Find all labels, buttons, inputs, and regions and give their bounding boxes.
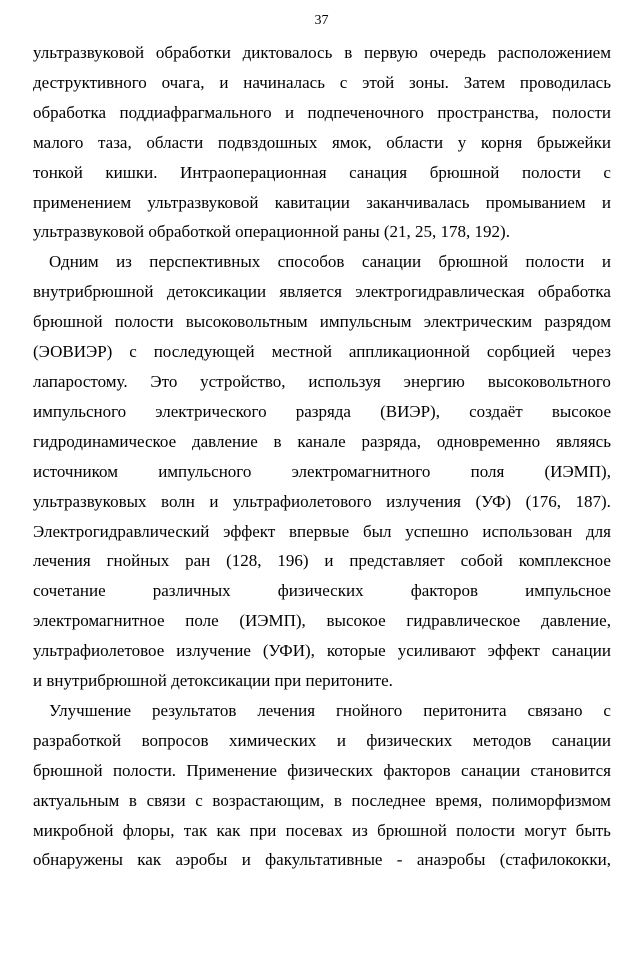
paragraph [33, 38, 611, 247]
text-line: (ЭОВИЭР) с последующей местной аппликационной сорбцией через [33, 342, 611, 362]
text-line: лечения гнойных ран (128, 196) и представляет собой комплексное [33, 551, 611, 571]
text-line: импульсного электрического разряда (ВИЭР), создаёт высокое [33, 401, 611, 421]
text-line: тонкой кишки. Интраоперационная санация брюшной полости с [33, 162, 611, 182]
text-line: ультразвуковой обработки диктовалось в первую очередь расположением [33, 43, 611, 62]
text-line: электромагнитное поле (ИЭМП), высокое гидравлическое давление, [33, 611, 611, 631]
text-line: ультрафиолетовое излучение (УФИ), которые усиливают эффект санации [33, 641, 611, 661]
paragraph [33, 247, 611, 696]
text-line: брюшной полости. Применение физических факторов санации становится [33, 760, 611, 780]
text-line: Электрогидравлический эффект впервые был успешно использован для [33, 521, 611, 541]
document-body [33, 38, 611, 875]
text-line: внутрибрюшной детоксикации является электрогидравлическая обработка [33, 282, 611, 302]
page-number: 37 [314, 13, 329, 28]
text-line: сочетание различных физических факторов импульсное [33, 581, 611, 601]
text-line: лапаростому. Это устройство, используя энергию высоковольтного [33, 371, 611, 391]
text-line: источником импульсного электромагнитного поля (ИЭМП), [33, 461, 611, 481]
text-line: разработкой вопросов химических и физических методов санации [33, 730, 611, 750]
text-line: Улучшение результатов лечения гнойного перитонита связано с [49, 700, 611, 720]
text-line: микробной флоры, так как при посевах из брюшной полости могут быть [33, 820, 611, 840]
text-line: брюшной полости высоковольтным импульсным электрическим разрядом [33, 312, 611, 332]
text-line: ультразвуковой обработкой операционной раны (21, 25, 178, 192). [33, 222, 510, 242]
paragraph [33, 696, 611, 875]
text-line: применением ультразвуковой кавитации заканчивалась промыванием и [33, 192, 611, 212]
text-line: обнаружены как аэробы и факультативные - анаэробы (стафилококки, [33, 850, 611, 870]
text-line: обработка поддиафрагмального и подпеченочного пространства, полости [33, 102, 611, 122]
text-line: актуальным в связи с возрастающим, в последнее время, полиморфизмом [33, 790, 611, 810]
text-line: ультразвуковых волн и ультрафиолетового излучения (УФ) (176, 187). [33, 491, 611, 511]
text-line: малого таза, области подвздошных ямок, области у корня брыжейки [33, 132, 611, 152]
text-line: деструктивного очага, и начиналась с этой зоны. Затем проводилась [33, 72, 611, 92]
text-line: гидродинамическое давление в канале разряда, одновременно являясь [33, 431, 611, 451]
text-line: и внутрибрюшной детоксикации при перитоните. [33, 671, 393, 691]
text-line: Одним из перспективных способов санации брюшной полости и [49, 252, 611, 272]
